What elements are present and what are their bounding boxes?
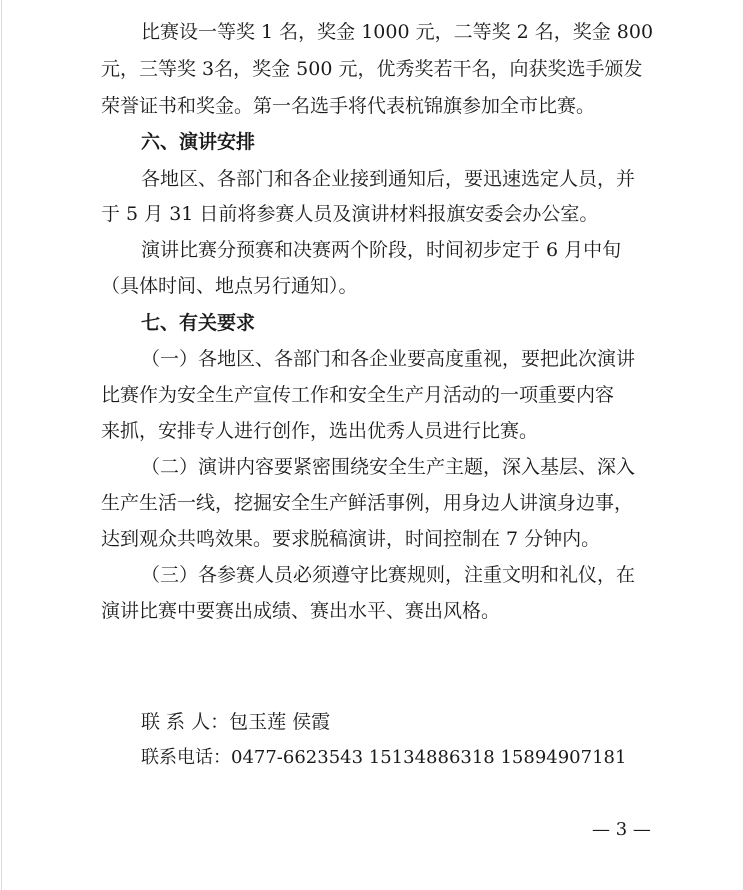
page-number: — 3 — bbox=[592, 819, 651, 840]
section-7-item3-line2: 演讲比赛中要赛出成绩、赛出水平、赛出风格。 bbox=[101, 600, 501, 622]
awards-line-1: 比赛设一等奖 1 名，奖金 1000 元，二等奖 2 名，奖金 800 bbox=[141, 21, 654, 43]
page-edge-divider bbox=[1, 0, 2, 890]
section-7-item2-line2: 生产生活一线，挖掘安全生产鲜活事例，用身边人讲演身边事， bbox=[101, 492, 634, 514]
section-6-para1-line1: 各地区、各部门和各企业接到通知后，要迅速选定人员，并 bbox=[141, 168, 636, 190]
section-7-item1-line3: 来抓，安排专人进行创作，选出优秀人员进行比赛。 bbox=[101, 420, 539, 442]
contact-phone: 联系电话：0477-6623543 15134886318 15894907181 bbox=[141, 747, 627, 768]
section-7-item2-line3: 达到观众共鸣效果。要求脱稿演讲，时间控制在 7 分钟内。 bbox=[101, 528, 601, 550]
section-7-item1-line1: （一）各地区、各部门和各企业要高度重视，要把此次演讲 bbox=[141, 348, 636, 370]
section-6-para1-line2: 于 5 月 31 日前将参赛人员及演讲材料报旗安委会办公室。 bbox=[101, 203, 599, 225]
section-7-heading: 七、有关要求 bbox=[141, 312, 256, 334]
awards-line-2: 元，三等奖 3名，奖金 500 元，优秀奖若干名，向获奖选手颁发 bbox=[101, 58, 643, 80]
section-6-para2-line2: （具体时间、地点另行通知）。 bbox=[101, 275, 358, 297]
section-6-heading: 六、演讲安排 bbox=[141, 131, 256, 153]
section-7-item3-line1: （三）各参赛人员必须遵守比赛规则，注重文明和礼仪，在 bbox=[141, 564, 636, 586]
section-7-item2-line1: （二）演讲内容要紧密围绕安全生产主题，深入基层、深入 bbox=[141, 456, 636, 478]
section-7-item1-line2: 比赛作为安全生产宣传工作和安全生产月活动的一项重要内容 bbox=[101, 384, 615, 406]
awards-line-3: 荣誉证书和奖金。第一名选手将代表杭锦旗参加全市比赛。 bbox=[101, 95, 596, 117]
contact-person: 联 系 人：包玉莲 侯霞 bbox=[141, 711, 331, 733]
section-6-para2-line1: 演讲比赛分预赛和决赛两个阶段，时间初步定于 6 月中旬 bbox=[141, 239, 622, 261]
